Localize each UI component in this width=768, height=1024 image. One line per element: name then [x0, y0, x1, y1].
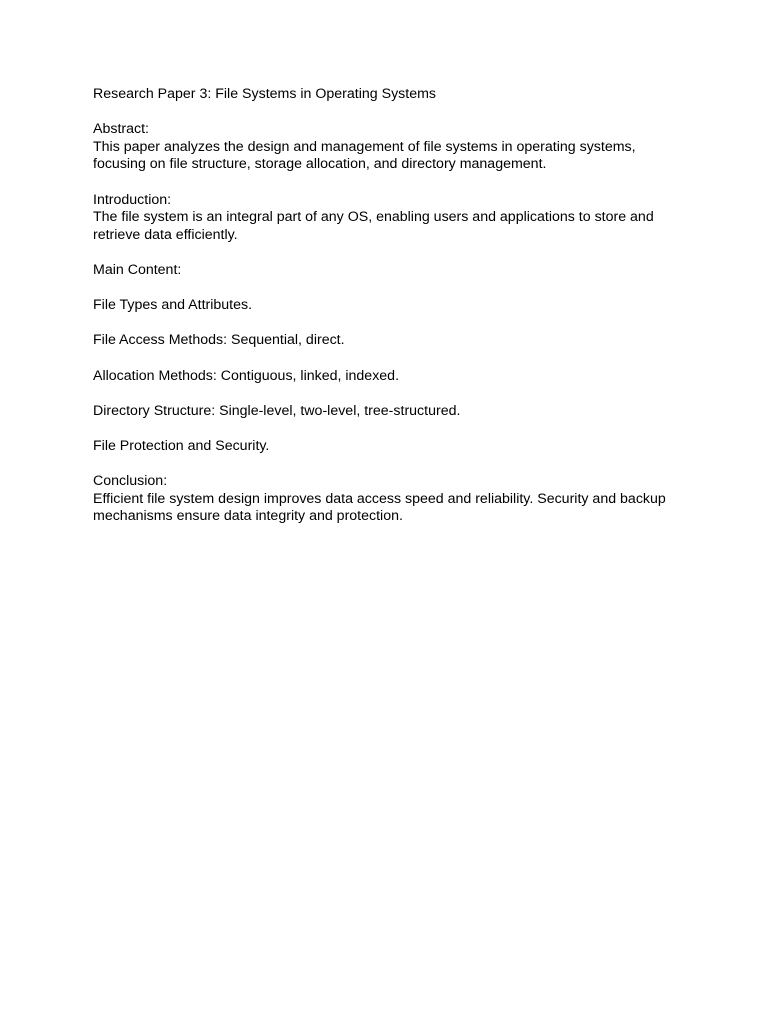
conclusion-heading: Conclusion:	[93, 473, 168, 490]
main-content-item: File Protection and Security.	[93, 437, 270, 454]
spacer	[93, 104, 683, 122]
introduction-heading: Introduction:	[93, 191, 172, 208]
abstract-line: This paper analyzes the design and management of file systems in operating systems,	[93, 138, 636, 155]
paper-title: Research Paper 3: File Systems in Operating Systems	[93, 86, 437, 102]
main-content-item: Allocation Methods: Contiguous, linked, indexed.	[93, 367, 400, 384]
main-content-item: Directory Structure: Single-level, two-level, tree-structured.	[93, 402, 461, 419]
spacer	[93, 315, 683, 333]
spacer	[93, 455, 683, 473]
conclusion-line: mechanisms ensure data integrity and protection.	[93, 508, 403, 525]
conclusion-line: Efficient file system design improves data access speed and reliability. Security and backup	[93, 490, 666, 507]
abstract-line: focusing on file structure, storage allocation, and directory management.	[93, 156, 547, 173]
spacer	[93, 385, 683, 403]
spacer	[93, 350, 683, 368]
spacer	[93, 244, 683, 262]
main-content-item: File Types and Attributes.	[93, 297, 253, 314]
spacer	[93, 420, 683, 438]
main-content-heading: Main Content:	[93, 261, 182, 278]
main-content-item: File Access Methods: Sequential, direct.	[93, 332, 345, 349]
abstract-heading: Abstract:	[93, 121, 149, 138]
spacer	[93, 174, 683, 192]
introduction-line: retrieve data efficiently.	[93, 226, 238, 243]
document-body	[93, 86, 683, 526]
introduction-line: The file system is an integral part of any OS, enabling users and applications to store and	[93, 209, 654, 226]
spacer	[93, 280, 683, 298]
